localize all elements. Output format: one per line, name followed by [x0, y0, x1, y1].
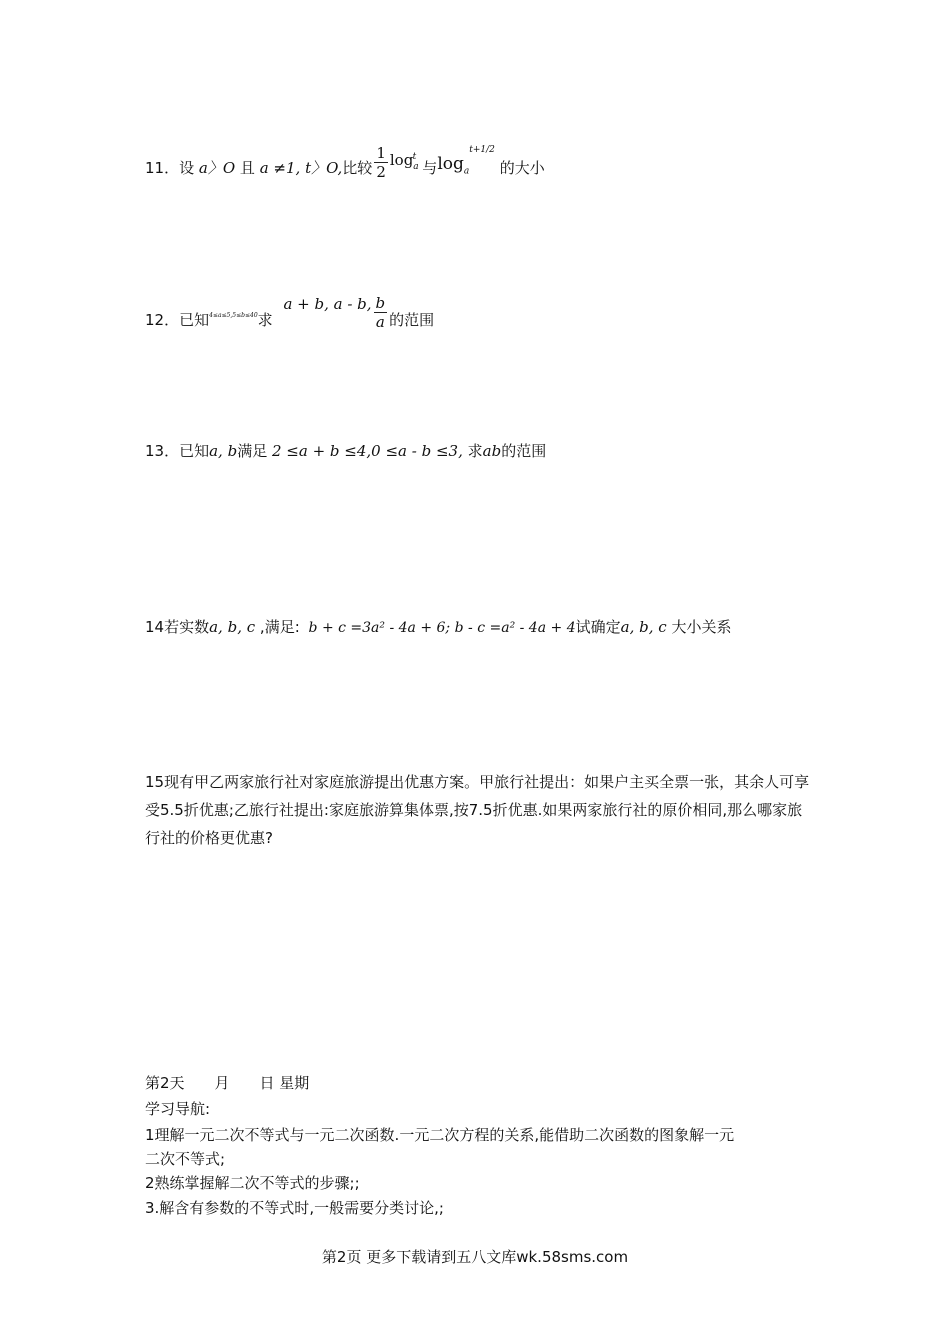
q11-math-2: a ≠1, t〉O, — [259, 159, 343, 177]
q14-text-3: 试确定 — [575, 618, 621, 636]
q13-math-3: ab — [482, 442, 502, 460]
q13-text-1: 已知 — [179, 442, 210, 460]
question-12 — [145, 294, 435, 339]
page-footer: 第2页 更多下载请到五八文库wk.58sms.com — [321, 1248, 629, 1266]
q11-log-2: $\log_a^{t+1/2}$ — [437, 145, 495, 177]
q11-text-1: 设 — [179, 159, 195, 177]
question-15: 15现有甲乙两家旅行社对家庭旅游提出优惠方案。甲旅行社提出：如果户主买全票一张，其余人可享受5.5折优惠;乙旅行社提出:家庭旅游算集体票,按7.5折优惠.如果两家旅行社的原价相同,那么哪家旅行社的价格更优惠? — [145, 773, 810, 847]
q13-number: 13． — [145, 442, 180, 460]
q12-math-1: a + b, a - b, — [283, 295, 372, 313]
q14-number: 14 — [145, 618, 165, 636]
q12-text-2: 求 — [257, 311, 273, 329]
q14-text-4: 大小关系 — [671, 618, 732, 636]
q12-text-3: 的范围 — [389, 311, 435, 329]
q11-text-4: 与 — [422, 159, 438, 177]
guide-item-3: 3.解含有参数的不等式时,一般需要分类讨论,; — [145, 1199, 444, 1217]
question-13 — [145, 440, 546, 461]
q13-math-2: 2 ≤a + b ≤4,0 ≤a - b ≤3, — [272, 442, 463, 460]
q13-text-3: 求 — [467, 442, 483, 460]
q11-math-1: a〉O — [198, 159, 236, 177]
q11-text-2: 且 — [239, 159, 255, 177]
question-14 — [145, 616, 731, 637]
guide-item-1: 1理解一元二次不等式与一元二次函数.一元二次方程的关系,能借助二次函数的图象解一元 — [145, 1126, 735, 1144]
q14-math-1: a, b, c — [209, 618, 256, 636]
q11-number: 11． — [145, 159, 180, 177]
q11-text-3: 比较 — [342, 159, 373, 177]
q14-math-3: a, b, c — [620, 618, 667, 636]
q12-text-1: 已知 — [179, 311, 210, 329]
q12-fraction: $\frac{b}{a}$ — [375, 294, 386, 331]
q11-text-5: 的大小 — [499, 159, 545, 177]
q13-math-1: a, b — [209, 442, 238, 460]
guide-item-2: 2熟练掌握解二次不等式的步骤;; — [145, 1174, 360, 1192]
q13-text-2: 满足 — [237, 442, 268, 460]
q11-fraction: $\frac{1}{2}$ — [376, 144, 386, 181]
q12-number: 12． — [145, 311, 180, 329]
q13-text-4: 的范围 — [501, 442, 547, 460]
guide-item-1-cont: 二次不等式; — [145, 1150, 226, 1168]
q14-text-2: ,满足: — [259, 618, 300, 636]
q14-math-2: b + c =3a² - 4a + 6; b - c =a² - 4a + 4 — [308, 620, 576, 636]
guide-title: 学习导航: — [145, 1100, 211, 1118]
q11-log-1: $\log_a^t$ — [389, 151, 419, 172]
day-header: 第2天 月 日 星期 — [145, 1074, 310, 1092]
q14-text-1: 若实数 — [164, 618, 210, 636]
question-11 — [145, 144, 545, 187]
q12-math-small: 4≤a≤5,5≤b≤40 — [209, 312, 258, 319]
